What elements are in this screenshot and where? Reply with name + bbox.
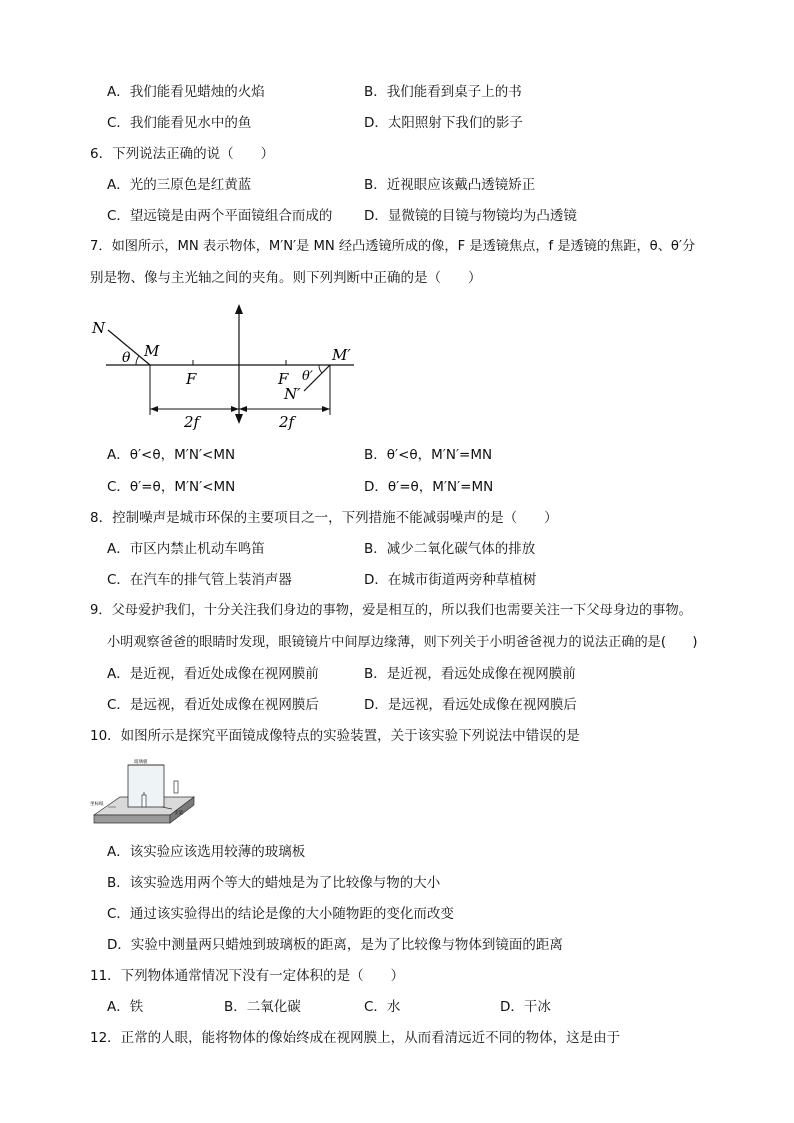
q8-stem: 8．控制噪声是城市环保的主要项目之一，下列措施不能减弱噪声的是（ ）	[90, 510, 558, 526]
q5-option-d: D．太阳照射下我们的影子	[364, 115, 523, 131]
q7-option-c: C．θ′=θ，M′N′<MN	[107, 479, 236, 495]
q10-mirror-apparatus	[90, 757, 196, 829]
q9-option-a: A．是近视，看近处成像在视网膜前	[107, 666, 319, 682]
q11-option-b: B．二氧化碳	[224, 999, 301, 1015]
q8-option-a: A．市区内禁止机动车鸣笛	[107, 541, 265, 557]
q11-option-d: D．干冰	[500, 999, 551, 1015]
q8-option-c: C．在汽车的排气管上装消声器	[107, 572, 292, 588]
label-2f-right: 2f	[279, 413, 295, 430]
q8-option-d: D．在城市街道两旁种草植树	[364, 572, 537, 588]
q7-option-a: A．θ′<θ，M′N′<MN	[107, 447, 236, 463]
label-f-left: F	[186, 370, 197, 388]
theta-arc	[136, 356, 139, 365]
q7-option-d: D．θ′=θ，M′N′=MN	[364, 479, 494, 495]
label-theta: θ	[122, 350, 131, 366]
label-n-prime: N′	[284, 385, 301, 403]
base-board-front	[94, 815, 170, 823]
q10-option-d: D．实验中测量两只蜡烛到玻璃板的距离，是为了比较像与物体到镜面的距离	[107, 937, 563, 953]
q5-option-c: C．我们能看见水中的鱼	[107, 115, 252, 131]
lens-bottom-arrow	[235, 414, 243, 424]
dim-arrow-2	[231, 406, 239, 412]
label-m-prime: M′	[332, 346, 351, 364]
q6-option-d: D．显微镜的目镜与物镜均为凸透镜	[364, 208, 577, 224]
q10-option-b: B．该实验选用两个等大的蜡烛是为了比较像与物的大小	[107, 875, 441, 891]
q11-option-c: C．水	[364, 999, 401, 1015]
q7-lens-diagram	[86, 300, 366, 430]
q6-option-c: C．望远镜是由两个平面镜组合而成的	[107, 208, 333, 224]
q6-option-b: B．近视眼应该戴凸透镜矫正	[364, 177, 536, 193]
label-m: M	[144, 342, 160, 360]
q9-option-b: B．是近视，看远处成像在视网膜前	[364, 666, 576, 682]
q12-stem: 12．正常的人眼，能将物体的像始终成在视网膜上，从而看清远近不同的物体，这是由于	[90, 1030, 621, 1046]
q8-option-b: B．减少二氧化碳气体的排放	[364, 541, 536, 557]
q6-option-a: A．光的三原色是红黄蓝	[107, 177, 252, 193]
q10-stem: 10．如图所示是探究平面镜成像特点的实验装置，关于该实验下列说法中错误的是	[90, 728, 580, 744]
dim-arrow-1	[150, 406, 158, 412]
stand-label: 支架	[174, 811, 183, 816]
dim-arrow-4	[322, 406, 330, 412]
q7-stem-line2: 别是物、像与主光轴之间的夹角。则下列判断中正确的是（ ）	[90, 270, 482, 286]
q7-stem-line1: 7．如图所示，MN 表示物体，M′N′是 MN 经凸透镜所成的像，F 是透镜焦点，f 是透镜的焦距，θ、θ′分	[90, 239, 696, 254]
candle-front	[142, 795, 146, 807]
q9-stem-line1: 9．父母爱护我们，十分关注我们身边的事物，爱是相互的，所以我们也需要关注一下父母身边的事物。	[90, 603, 692, 618]
label-n: N	[92, 319, 106, 337]
coordinate-paper-label: 坐标纸	[90, 802, 104, 807]
dim-arrow-3	[239, 406, 247, 412]
lens-top-arrow	[235, 304, 243, 314]
q9-option-d: D．是远视，看远处成像在视网膜后	[364, 697, 577, 713]
label-theta-prime: θ′	[302, 369, 313, 384]
q10-option-a: A．该实验应该选用较薄的玻璃板	[107, 844, 306, 860]
q9-stem-line2: 小明观察爸爸的眼睛时发现，眼镜镜片中间厚边缘薄，则下列关于小明爸爸视力的说法正确的是( )	[107, 635, 698, 650]
label-f-right: F	[278, 370, 289, 388]
q11-option-a: A．铁	[107, 999, 144, 1015]
glass-plate-label: 玻璃板	[134, 760, 148, 765]
q11-stem: 11．下列物体通常情况下没有一定体积的是（ ）	[90, 968, 405, 984]
q5-option-b: B．我们能看到桌子上的书	[364, 84, 522, 100]
q5-option-a: A．我们能看见蜡烛的火焰	[107, 84, 265, 100]
label-2f-left: 2f	[184, 413, 200, 430]
candle-behind	[174, 781, 178, 793]
q7-option-b: B．θ′<θ，M′N′=MN	[364, 447, 493, 463]
q10-option-c: C．通过该实验得出的结论是像的大小随物距的变化而改变	[107, 906, 454, 922]
q6-stem: 6．下列说法正确的说（ ）	[90, 146, 275, 162]
theta-prime-arc	[319, 365, 322, 373]
q9-option-c: C．是远视，看近处成像在视网膜后	[107, 697, 319, 713]
